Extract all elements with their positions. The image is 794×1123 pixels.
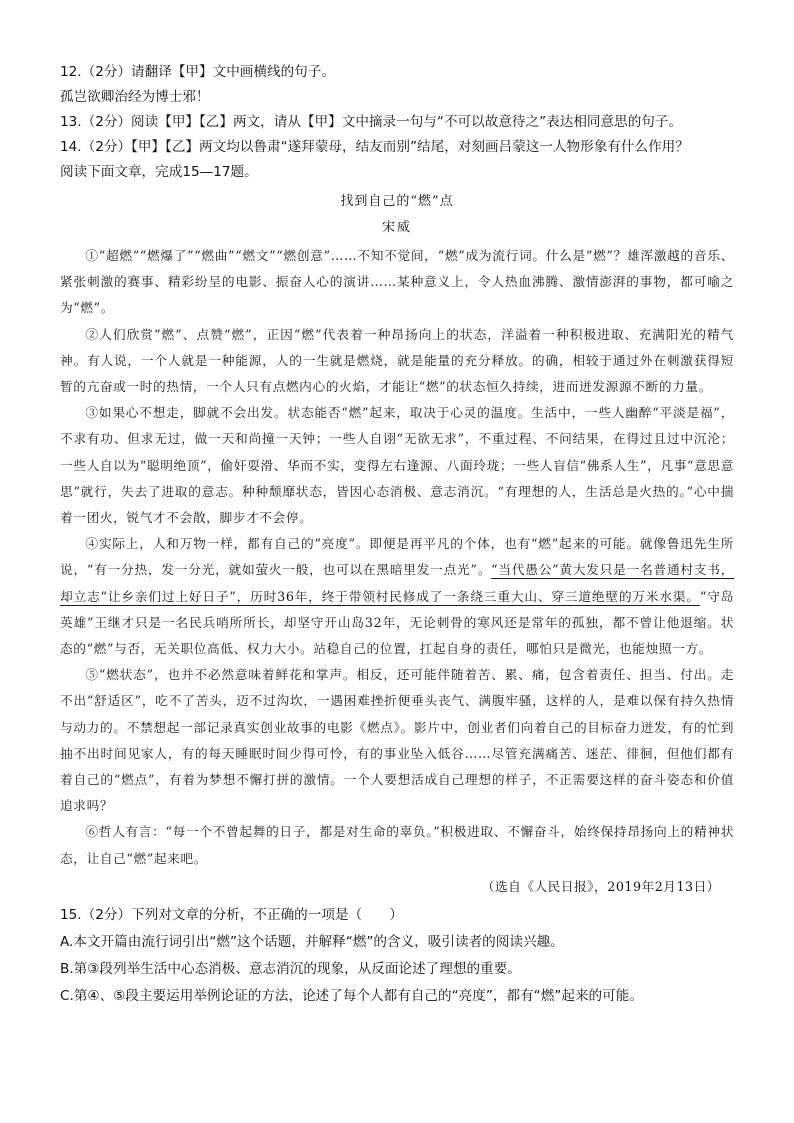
paragraph-4-rest: “守岛英雄”王继才只是一名民兵哨所所长，却坚守开山岛32年，无论刺骨的寒风还是常年的孤独，都不曾让他退缩。状态的“燃”与否，无关职位高低、权力大小。站稳自己的位置，扛起自身的责任，哪怕只是微光，也能烛照一方。 [60,588,735,657]
paragraph-1: ①“超燃”“燃爆了”“燃曲”“燃文”“燃创意”……不知不觉间，“燃”成为流行词。什么是“燃”？雄浑激越的音乐、紧张刺激的赛事、精彩纷呈的电影、振奋人心的演讲……某种意义上，令人热血沸腾、激情澎湃的事物，都可喻之为“燃”。 [60,248,734,316]
paragraph-6: ⑥哲人有言：“每一个不曾起舞的日子，都是对生命的辜负。”积极进取、不懈奋斗，始终保持昂扬向上的精神状态，让自己“燃”起来吧。 [60,824,734,866]
question-13: 13.（2分）阅读【甲】【乙】两文，请从【甲】文中摘录一句与“不可以故意待之”表达相同意思的句子。 [60,114,683,130]
paragraph-4 [60,531,734,662]
paragraph-4-intro: ④实际上，人和万物一样，都有自己的“亮度”。即便是再平凡的个体，也有“燃”起来的可能。就像鲁迅先生所说，“有一分热，发一分光，就如萤火一般，也可以在黑暗里发一点光”。 [60,536,734,578]
paragraph-4-underlined: “当代愚公”黄大发只是一名普通村支书，却立志“让乡亲们过上好日子”，历时36年，终于带领村民修成了一条绕三重大山、穿三道绝壁的万米水渠。 [60,562,734,604]
paragraph-5: ⑤“燃状态”，也并不必然意味着鲜花和掌声。相反，还可能伴随着苦、累、痛，包含着责任、担当、付出。走不出“舒适区”，吃不了苦头，迈不过沟坎，一遇困难挫折便垂头丧气、满腹牢骚，这样的人，是难以保有持久热情与动力的。不禁想起一部记录真实创业故事的电影《燃点》。影片中，创业者们向着自己的目标奋力迸发，有的忙到抽不出时间见家人，有的每天睡眠时间少得可怜，有的事业坠入低谷……尽管充满痛苦、迷茫、徘徊，但他们都有着自己的“燃点”，有着为梦想不懈打拼的激情。一个人要想活成自己理想的样子，不正需要这样的奋斗姿态和价值追求吗？ [60,667,734,814]
question-15 [60,902,734,1010]
article-body [60,243,734,872]
question-14: 14.（2分）【甲】【乙】两文均以鲁肃“遂拜蒙母，结友而别”结尾，对刻画吕蒙这一人物形象有什么作用？ [60,139,689,155]
option-a: A.本文开篇由流行词引出“燃”这个话题，并解释“燃”的含义，吸引读者的阅读兴趣。 [60,933,564,950]
paragraph-3: ③如果心不想走，脚就不会出发。状态能否“燃”起来，取决于心灵的温度。生活中，一些人幽醉“平淡是福”，不求有功、但求无过，做一天和尚撞一天钟；一些人自诩“无欲无求”，不重过程、不问结果，在得过且过中沉沦；一些人自以为“聪明绝顶”，偷奸耍滑、华而不实，变得左右逢源、八面玲珑；一些人盲信“佛系人生”，凡事“意思意思”就行，失去了进取的意志。种种颓靡状态，皆因心态消极、意志消沉。“有理想的人，生活总是火热的。”心中揣着一团火，锐气才不会散，脚步才不会停。 [60,405,734,526]
question-12: 12.（2分）请翻译【甲】文中画横线的句子。 [60,64,335,80]
question-12-sentence: 孤岂欲卿治经为博士邪！ [60,89,210,105]
article-source: （选自《人民日报》，2019年2月13日） [481,878,720,894]
reading-instruction: 阅读下面文章，完成15—17题。 [60,164,258,180]
article-title: 找到自己的“燃”点 [340,194,454,209]
paragraph-2: ②人们欣赏“燃”、点赞“燃”，正因“燃”代表着一种昂扬向上的状态，洋溢着一种积极进取、充满阳光的精气神。有人说，一个人就是一种能源，人的一生就是燃烧，就是能量的充分释放。的确，相较于通过外在刺激获得短暂的亢奋或一时的热情，一个人只有点燃内心的火焰，才能让“燃”的状态恒久持续，进而迸发源源不断的力量。 [60,326,734,395]
article-author: 宋威 [381,220,412,235]
option-b: B.第③段列举生活中心态消极、意志消沉的现象，从反面论述了理想的重要。 [60,960,521,977]
option-c: C.第④、⑤段主要运用举例论证的方法，论述了每个人都有自己的“亮度”，都有“燃”起来的可能。 [60,987,643,1004]
question-15-stem: 15.（2分）下列对文章的分析，不正确的一项是（ ） [60,906,403,923]
